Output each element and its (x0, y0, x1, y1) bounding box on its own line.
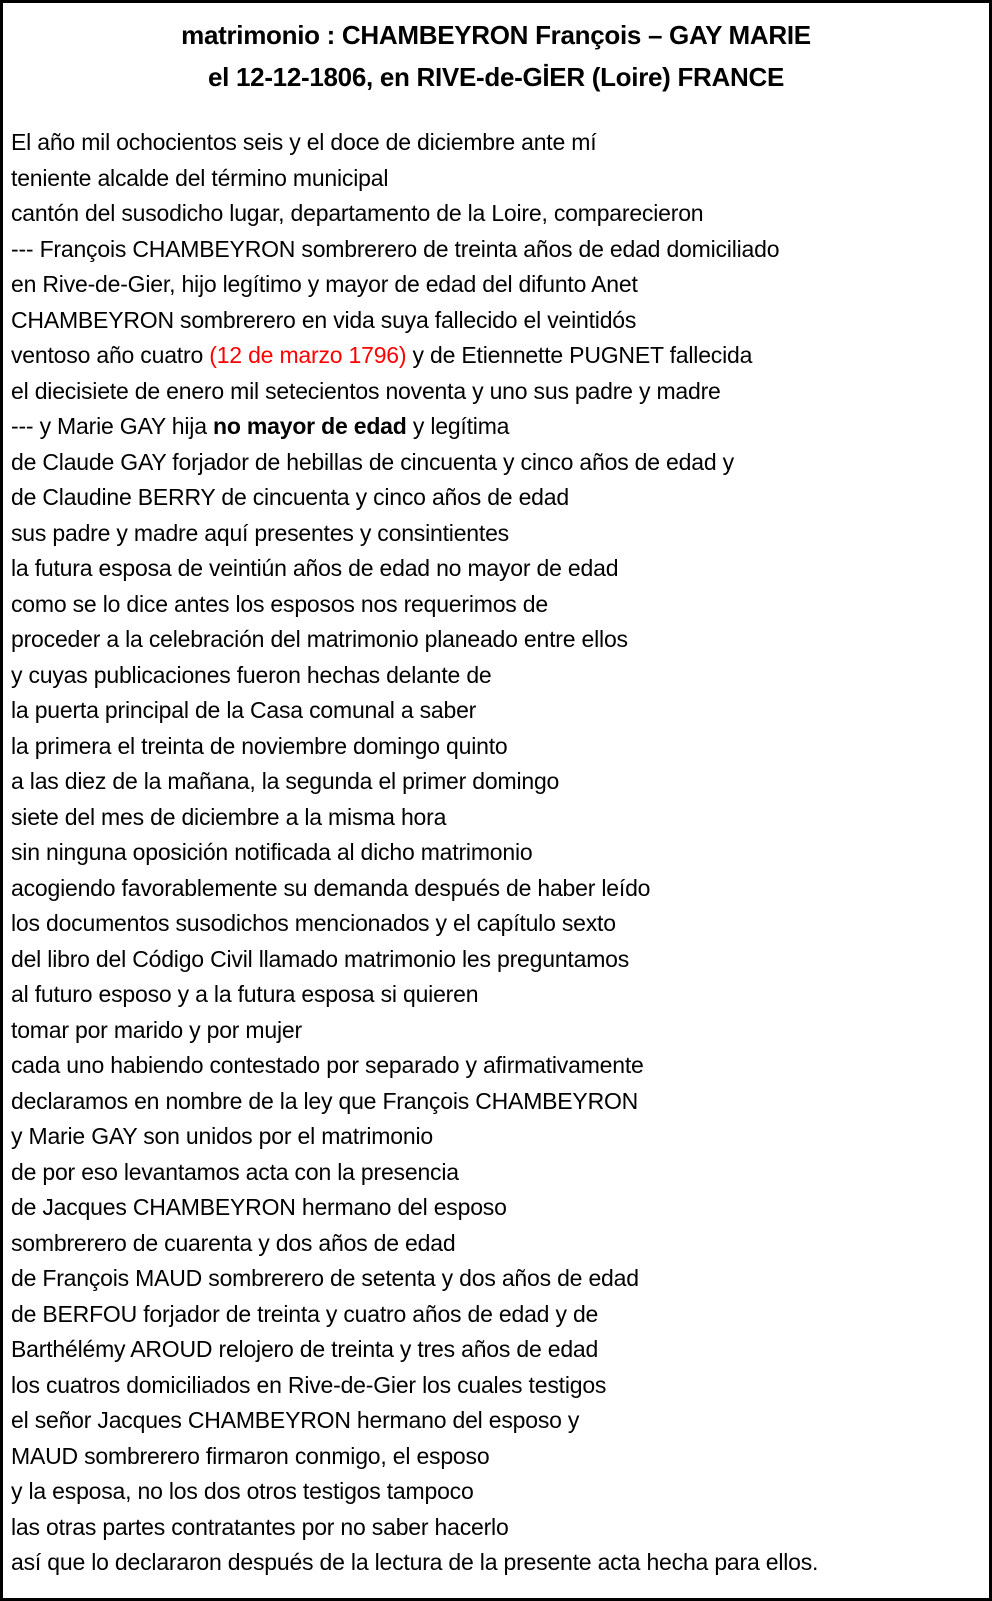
text-segment: y legítima (406, 413, 510, 439)
text-segment: sombrerero de cuarenta y dos años de edad (11, 1229, 456, 1256)
text-line (11, 374, 983, 410)
text-line (11, 1261, 983, 1297)
text-segment: en Rive-de-Gier, hijo legítimo y mayor de edad del difunto Anet (11, 271, 638, 297)
text-line (11, 871, 983, 907)
text-line (11, 764, 983, 800)
text-segment: cantón del susodicho lugar, departamento de la Loire, comparecieron (11, 200, 704, 226)
text-segment: siete del mes de diciembre a la misma hora (11, 803, 447, 830)
text-line (11, 1226, 983, 1262)
text-line (11, 1155, 983, 1191)
text-line (11, 693, 983, 729)
text-segment: al futuro esposo y a la futura esposa si quieren (11, 981, 479, 1007)
text-line (11, 587, 983, 623)
bold-emphasis-segment: no mayor de edad (213, 413, 407, 439)
text-line (11, 161, 983, 197)
text-line (11, 1510, 983, 1546)
text-segment: proceder a la celebración del matrimonio planeado entre ellos (11, 626, 628, 652)
text-line (11, 267, 983, 303)
text-segment: las otras partes contratantes por no saber hacerlo (11, 1513, 509, 1540)
text-segment: Barthélémy AROUD relojero de treinta y tres años de edad (11, 1336, 599, 1362)
text-line (11, 1403, 983, 1439)
text-segment: como se lo dice antes los esposos nos requerimos de (11, 590, 548, 617)
text-segment: de François MAUD sombrerero de setenta y dos años de edad (11, 1265, 639, 1291)
document-header (3, 3, 989, 98)
text-segment: a las diez de la mañana, la segunda el primer domingo (11, 768, 560, 794)
text-segment: MAUD sombrerero firmaron conmigo, el esposo (11, 1442, 490, 1469)
text-line (11, 1119, 983, 1155)
text-line (11, 942, 983, 978)
text-segment: sus padre y madre aquí presentes y consintientes (11, 519, 509, 546)
text-segment: la puerta principal de la Casa comunal a saber (11, 697, 477, 723)
text-segment: sin ninguna oposición notificada al dicho matrimonio (11, 839, 533, 865)
text-line (11, 622, 983, 658)
text-line (11, 1332, 983, 1368)
text-line (11, 125, 983, 161)
text-line (11, 1297, 983, 1333)
text-segment: el diecisiete de enero mil setecientos noventa y uno sus padre y madre (11, 377, 721, 404)
text-line (11, 516, 983, 552)
text-segment: del libro del Código Civil llamado matrimonio les preguntamos (11, 945, 630, 972)
text-line (11, 800, 983, 836)
text-line (11, 551, 983, 587)
text-segment: tomar por marido y por mujer (11, 1016, 302, 1043)
text-segment: la futura esposa de veintiún años de edad no mayor de edad (11, 555, 619, 581)
text-line (11, 480, 983, 516)
document-body (3, 98, 989, 1581)
text-line (11, 1545, 983, 1581)
text-line (11, 445, 983, 481)
text-line (11, 658, 983, 694)
text-segment: CHAMBEYRON sombrerero en vida suya fallecido el veintidós (11, 306, 637, 333)
text-line (11, 1190, 983, 1226)
text-segment: los cuatros domiciliados en Rive-de-Gier los cuales testigos (11, 1371, 607, 1398)
text-segment: los documentos susodichos mencionados y el capítulo sexto (11, 910, 616, 936)
text-segment: el señor Jacques CHAMBEYRON hermano del esposo y (11, 1407, 580, 1433)
document-title-line-2: el 12-12-1806, en RIVE-de-GİER (Loire) FRANCE (208, 62, 784, 92)
text-line (11, 303, 983, 339)
text-segment: y cuyas publicaciones fueron hechas delante de (11, 661, 492, 688)
text-line (11, 1439, 983, 1475)
text-line (11, 1368, 983, 1404)
red-date-segment: (12 de marzo 1796) (209, 342, 407, 368)
text-segment: cada uno habiendo contestado por separado y afirmativamente (11, 1052, 644, 1078)
text-line (11, 835, 983, 871)
text-segment: --- y Marie GAY hija (11, 413, 213, 439)
text-line (11, 196, 983, 232)
text-segment: de Claudine BERRY de cincuenta y cinco años de edad (11, 484, 569, 510)
text-line (11, 409, 983, 445)
text-segment: de BERFOU forjador de treinta y cuatro años de edad y de (11, 1300, 599, 1327)
text-line (11, 1084, 983, 1120)
text-line (11, 1048, 983, 1084)
text-segment: de Jacques CHAMBEYRON hermano del esposo (11, 1194, 507, 1220)
text-segment: de Claude GAY forjador de hebillas de cincuenta y cinco años de edad y (11, 448, 734, 475)
text-line (11, 729, 983, 765)
text-line (11, 338, 983, 374)
text-segment: así que lo declararon después de la lectura de la presente acta hecha para ellos. (11, 1549, 819, 1575)
text-segment: acogiendo favorablemente su demanda después de haber leído (11, 874, 651, 901)
text-line (11, 977, 983, 1013)
text-segment: la primera el treinta de noviembre domingo quinto (11, 732, 508, 759)
text-line (11, 1474, 983, 1510)
text-segment: y de Etiennette PUGNET fallecida (406, 342, 753, 368)
text-segment: teniente alcalde del término municipal (11, 164, 389, 191)
text-segment: y la esposa, no los dos otros testigos tampoco (11, 1478, 474, 1504)
text-line (11, 1013, 983, 1049)
document-title-line-1: matrimonio : CHAMBEYRON François – GAY MARIE (181, 20, 811, 50)
text-line (11, 232, 983, 268)
text-line (11, 906, 983, 942)
text-segment: de por eso levantamos acta con la presencia (11, 1158, 459, 1185)
text-segment: El año mil ochocientos seis y el doce de diciembre ante mí (11, 129, 597, 155)
text-segment: ventoso año cuatro (11, 342, 210, 368)
text-segment: declaramos en nombre de la ley que François CHAMBEYRON (11, 1087, 639, 1114)
text-segment: y Marie GAY son unidos por el matrimonio (11, 1123, 433, 1149)
text-segment: --- François CHAMBEYRON sombrerero de treinta años de edad domiciliado (11, 235, 780, 262)
